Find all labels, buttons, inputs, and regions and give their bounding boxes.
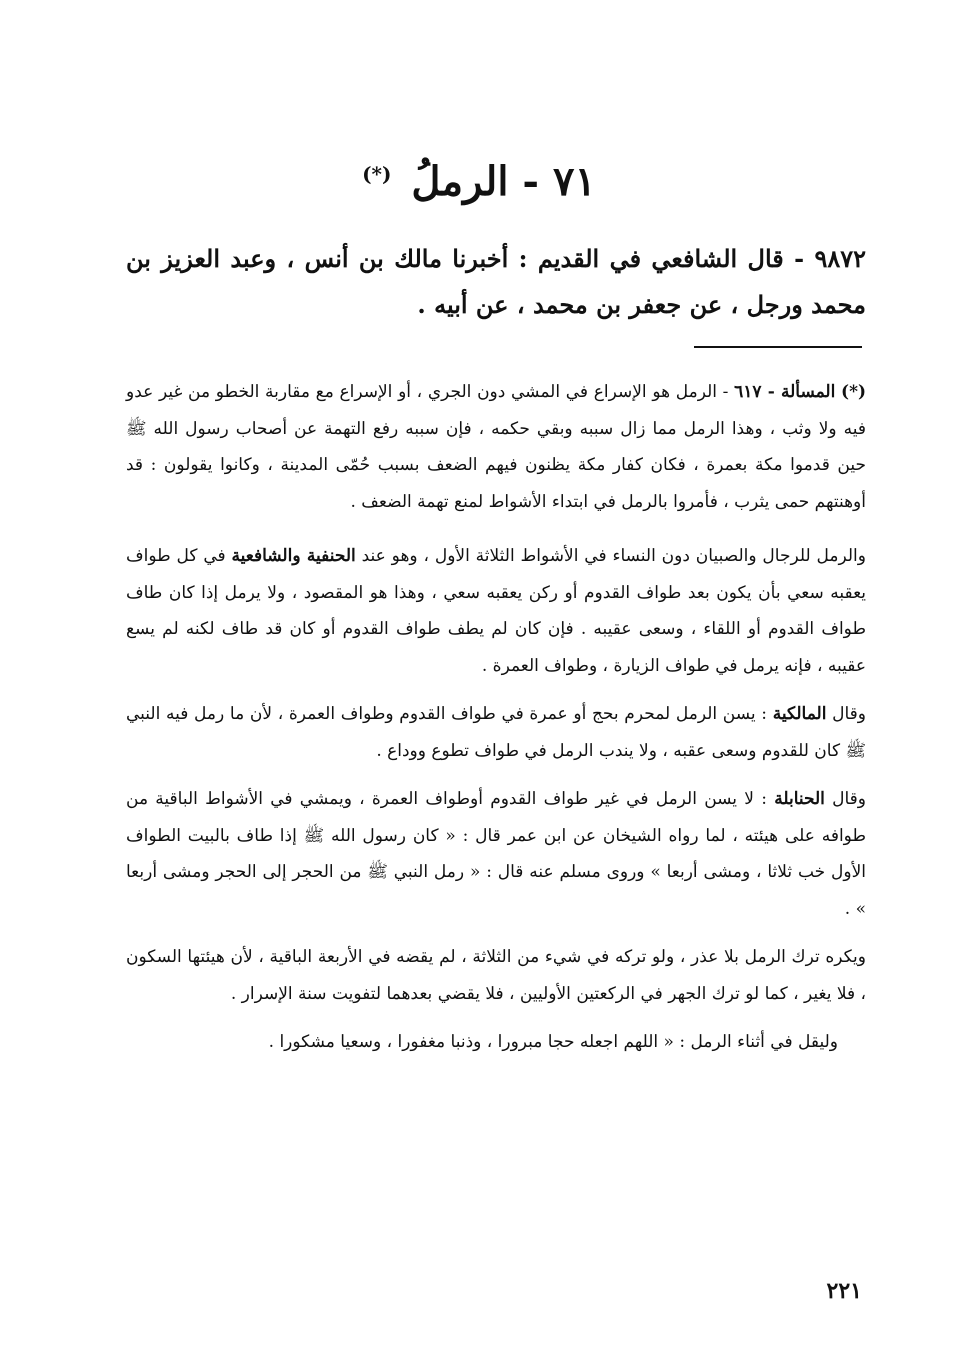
note-paragraph-4: [126, 781, 866, 927]
note-text: : يسن الرمل لمحرم بحج أو عمرة في طواف القدوم وطواف العمرة ، لأن ما رمل فيه النبي ﷺ كان للقدوم وسعى عقبه ، ولا يندب الرمل في طواف تطوع ووداع .: [126, 704, 866, 761]
note-text: والرمل للرجال والصبيان دون النساء في الأشواط الثلاثة الأول ، وهو عند: [361, 546, 866, 566]
chapter-title-text: الرملُ: [411, 158, 509, 205]
note-label: المسألة - ٦١٧: [734, 382, 836, 402]
note-text: وقال: [832, 704, 866, 724]
note-paragraph-1: [126, 374, 866, 520]
note-paragraph-3: [126, 696, 866, 769]
footnotes: [126, 374, 866, 1073]
hadith-paragraph: ٩٨٧٢ - قال الشافعي في القديم : أخبرنا مالك بن أنس ، وعبد العزيز بن محمد ورجل ، عن جعفر بن محمد ، عن أبيه .: [126, 244, 866, 319]
note-paragraph-5: [126, 939, 866, 1012]
school-name: المالكية: [772, 704, 827, 724]
note-paragraph-6: [126, 1024, 866, 1061]
note-text: وقال: [832, 789, 867, 809]
page-number: ٢٢١: [826, 1278, 862, 1304]
note-text: في كل طواف يعقبه سعي بأن يكون بعد طواف القدوم أو ركن يعقبه سعي ، وهذا هو المقصود ، ولا يرمل إذا كان طاف طواف القدوم أو اللقاء ، وسعى عقيبه . فإن كان لم يطف طواف القدوم أو كان قد طاف لكنه لم يسع عقيبه ، فإنه يرمل في طواف الزيارة ، وطواف العمرة .: [126, 546, 866, 676]
note-text: : لا يسن الرمل في غير طواف القدوم أوطواف العمرة ، ويمشي في الأشواط الباقية من طوافه على هيئته ، لما رواه الشيخان عن ابن عمر قال : « كان رسول الله ﷺ إذا طاف بالبيت الطواف الأول خب ثلاثا ، ومشى أربعا » وروى مسلم عنه قال : « رمل النبي ﷺ من الحجر إلى الحجر ومشى أربعا » .: [126, 789, 866, 919]
footnote-divider: [694, 346, 862, 348]
chapter-number: ٧١ -: [522, 158, 596, 205]
school-name: الحنابلة: [774, 789, 825, 809]
school-name: الحنفية والشافعية: [231, 546, 356, 566]
note-text: وليقل في أثناء الرمل : « اللهم اجعله حجا مبرورا ، وذنبا مغفورا ، وسعيا مشكورا .: [268, 1032, 838, 1052]
chapter-title: [0, 158, 958, 206]
note-text: ويكره ترك الرمل بلا عذر ، ولو تركه في شيء من الثلاثة ، لم يقضه في الأربعة الباقية ، لأن هيئتها السكون ، فلا يغير ، كما لو ترك الجهر في الركعتين الأوليين ، فلا يقضي بعدهما لتفويت سنة الإسرار .: [126, 947, 866, 1004]
note-text: - الرمل هو الإسراع في المشي دون الجري ، أو الإسراع مع مقاربة الخطو من غير عدو فيه ولا وثب ، وهذا الرمل مما زال سببه وبقي حكمه ، فإن سببه رفع التهمة عن أصحاب رسول الله ﷺ حين قدموا مكة بعمرة ، فكان كفار مكة يظنون فيهم الضعف بسبب حُمّى المدينة ، وكانوا يقولون : قد أوهنتهم حمى يثرب ، فأمروا بالرمل في ابتداء الأشواط لمنع تهمة الضعف .: [126, 382, 866, 512]
note-paragraph-2: [126, 538, 866, 684]
chapter-footnote-mark: (*): [362, 161, 392, 186]
note-mark: (*): [841, 382, 867, 402]
